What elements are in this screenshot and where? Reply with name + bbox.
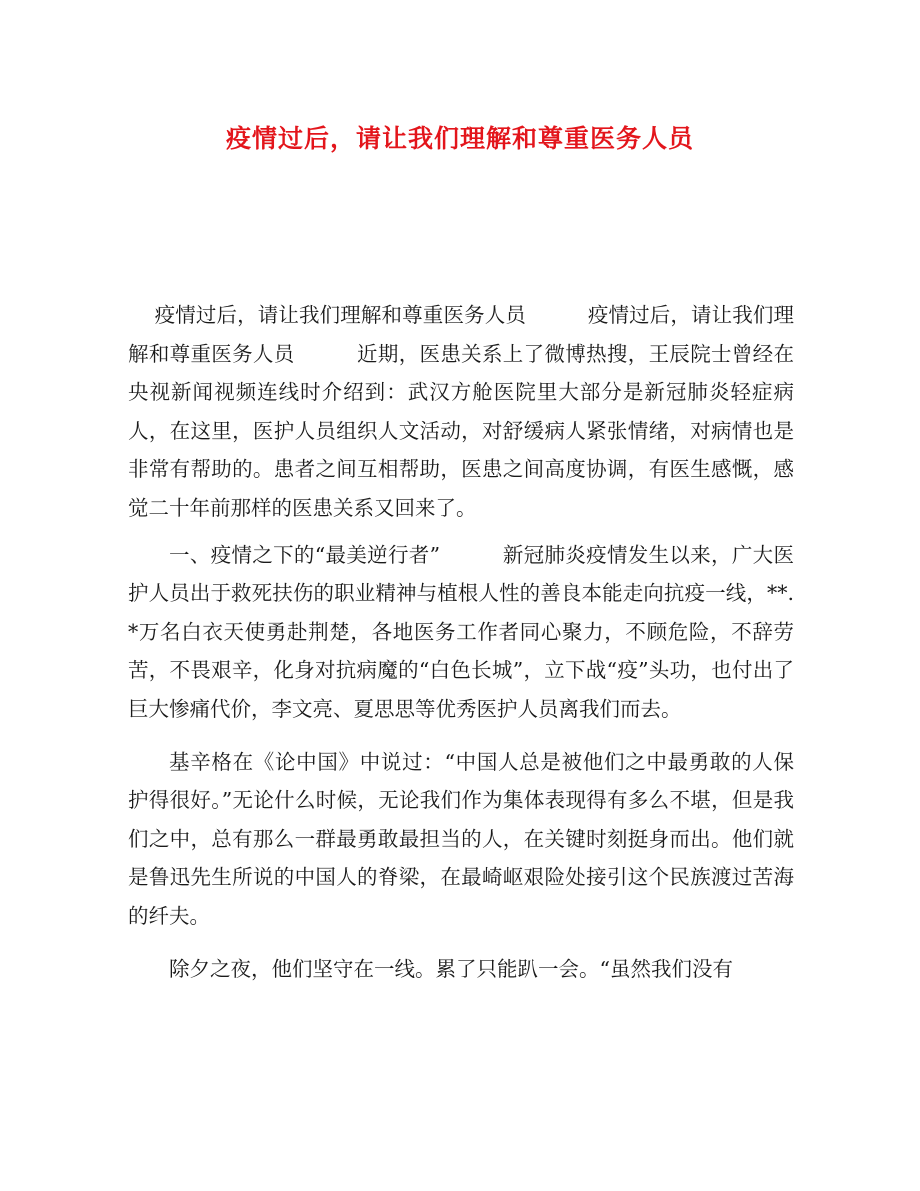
document-title: 疫情过后，请让我们理解和尊重医务人员: [225, 124, 694, 153]
document-body: [128, 296, 794, 988]
paragraph-intro: 疫情过后，请让我们理解和尊重医务人员 疫情过后，请让我们理解和尊重医务人员 近期，医患关系上了微博热搜，王辰院士曾经在央视新闻视频连线时介绍到：武汉方舱医院里大部分是新冠肺炎轻症病人，在这里，医护人员组织人文活动，对舒缓病人紧张情绪，对病情也是非常有帮助的。患者之间互相帮助，医患之间高度协调，有医生感慨，感觉二十年前那样的医患关系又回来了。: [128, 303, 794, 520]
paragraph-kissinger-quote: 基辛格在《论中国》中说过：“中国人总是被他们之中最勇敢的人保护得很好。”无论什么时候，无论我们作为集体表现得有多么不堪，但是我们之中，总有那么一群最勇敢最担当的人，在关键时刻挺身而出。他们就是鲁迅先生所说的中国人的脊梁，在最崎岖艰险处接引这个民族渡过苦海的纤夫。: [128, 749, 794, 928]
paragraph-new-year-eve: 除夕之夜，他们坚守在一线。累了只能趴一会。“虽然我们没有: [169, 956, 733, 981]
paragraph-section-one: 一、疫情之下的“最美逆行者” 新冠肺炎疫情发生以来，广大医护人员出于救死扶伤的职业精神与植根人性的善良本能走向抗疫一线，**.*万名白衣天使勇赴荆楚，各地医务工作者同心聚力，不顾危险，不辞劳苦，不畏艰辛，化身对抗病魔的“白色长城”，立下战“疫”头功，也付出了巨大惨痛代价，李文亮、夏思思等优秀医护人员离我们而去。: [128, 542, 794, 721]
